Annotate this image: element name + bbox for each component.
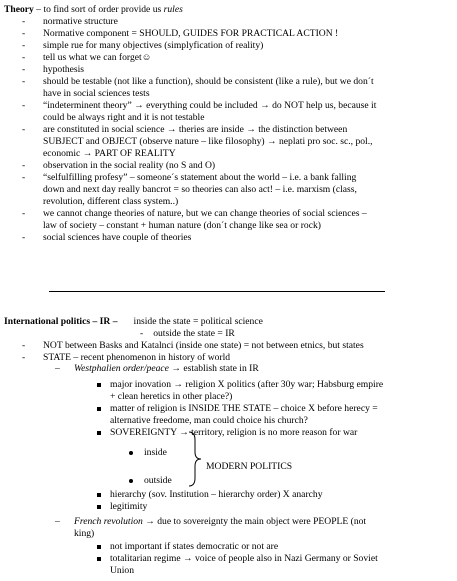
square-bullet [97, 545, 101, 549]
westphalien-item: alternative freedome, man could choice his church? [110, 415, 308, 426]
list-dash: - [22, 208, 26, 219]
list-dash: - [22, 352, 26, 363]
ir-heading-line [4, 316, 263, 327]
theory-item: “indeterminent theory” → everything could be included → do NOT help us, because it [43, 100, 377, 111]
square-bullet [97, 505, 101, 509]
theory-intro-rules: rules [163, 4, 183, 15]
square-bullet [97, 407, 101, 411]
theory-item: revolution, different class system..) [43, 196, 179, 207]
westphalien-rest: → establish state in IR [168, 363, 259, 374]
list-dash: - [22, 232, 26, 243]
list-dash: - [22, 40, 26, 51]
square-bullet [97, 557, 101, 561]
theory-item: normative structure [43, 16, 118, 27]
modern-politics-label: MODERN POLITICS [206, 461, 293, 472]
french-line-2: king) [74, 528, 95, 539]
westphalien-item: SOVEREIGNTY → territory, religion is no more reason for war [110, 427, 358, 438]
theory-intro-a: – to find sort of order [33, 4, 121, 15]
french-title: French revolution [74, 516, 143, 527]
westphalien-dash: – [55, 363, 60, 374]
theory-item: could be always right and it is not testable [43, 112, 205, 123]
theory-item: economic → PART OF REALITY [43, 148, 176, 159]
square-bullet [97, 383, 101, 387]
ir-item: STATE – recent phenomenon in history of world [43, 352, 231, 363]
section-divider [49, 291, 385, 292]
theory-item: social sciences have couple of theories [43, 232, 192, 243]
french-item: not important if states democratic or not are [110, 541, 279, 552]
theory-item: down and next day really bancrot = so theories can also act! – i.e. marxism (class, [43, 184, 357, 195]
theory-item: observation in the social reality (no S and O) [43, 160, 216, 171]
ir-outside-dash: - [140, 328, 144, 339]
theory-item: simple rue for many objectives (simplyfication of reality) [43, 40, 264, 51]
list-dash: - [22, 52, 26, 63]
list-dash: - [22, 172, 26, 183]
french-dash: – [55, 516, 60, 527]
westphalien-item: matter of religion is INSIDE THE STATE – choice X before herecy = [110, 403, 378, 414]
list-dash: - [22, 16, 26, 27]
theory-item: are constituted in social science → theries are inside → the distinction between [43, 124, 348, 135]
french-item: Union [110, 565, 134, 576]
list-dash: - [22, 28, 26, 39]
list-dash: - [22, 64, 26, 75]
theory-item: should be testable (not like a function), should be consistent (like a rule), but we don´t [43, 76, 374, 87]
french-line [74, 516, 366, 527]
theory-item: we cannot change theories of nature, but we can change theories of social sciences – [43, 208, 367, 219]
french-rest: → due to sovereignty the main object were PEOPLE (not [142, 516, 367, 527]
theory-title: Theory [4, 4, 34, 15]
theory-intro-b: provide us [121, 4, 164, 15]
ir-item: NOT between Basks and Katalnci (inside one state) = not between etnics, but states [43, 340, 364, 351]
square-bullet [97, 431, 101, 435]
list-dash: - [22, 124, 26, 135]
theory-item: have in social sciences tests [43, 88, 150, 99]
theory-item: tell us what we can forget☺ [43, 52, 152, 63]
theory-item: law of society – constant + human nature (don´t change like sea or rock) [43, 220, 321, 231]
westphalien-item: major inovation → religion X politics (after 30y war; Habsburg empire [110, 379, 384, 390]
theory-heading-line [4, 4, 183, 15]
westphalien-item: + clean heretics in other place?) [110, 391, 233, 402]
westphalien-item: hierarchy (sov. Institution – hierarchy order) X anarchy [110, 489, 323, 500]
sub-outside: outside [144, 475, 172, 486]
ir-outside: outside the state = IR [153, 328, 235, 339]
bullet-dot [129, 479, 133, 483]
list-dash: - [22, 160, 26, 171]
theory-item: hypothesis [43, 64, 85, 75]
westphalien-item: legitimity [110, 501, 148, 512]
bullet-dot [129, 451, 133, 455]
ir-inside: inside the state = political science [133, 316, 263, 327]
curly-brace-icon [186, 430, 206, 488]
theory-item: Normative component = SHOULD, GUIDES FOR PRACTICAL ACTION ! [43, 28, 339, 39]
square-bullet [97, 493, 101, 497]
ir-title: International politics – IR – [4, 316, 118, 327]
list-dash: - [22, 340, 26, 351]
list-dash: - [22, 100, 26, 111]
ir-outside-line [140, 328, 235, 339]
list-dash: - [22, 76, 26, 87]
sub-inside: inside [144, 447, 167, 458]
theory-item: “selfulfilling profesy” – someone´s statement about the world – i.e. a bank falling [43, 172, 357, 183]
french-item: totalitarian regime → voice of people also in Nazi Germany or Soviet [110, 553, 378, 564]
westphalien-line [74, 363, 259, 374]
theory-item: SUBJECT and OBJECT (observe nature – like filosophy) → neplati pro soc. sc., pol., [43, 136, 373, 147]
westphalien-title: Westphalien order/peace [74, 363, 169, 374]
